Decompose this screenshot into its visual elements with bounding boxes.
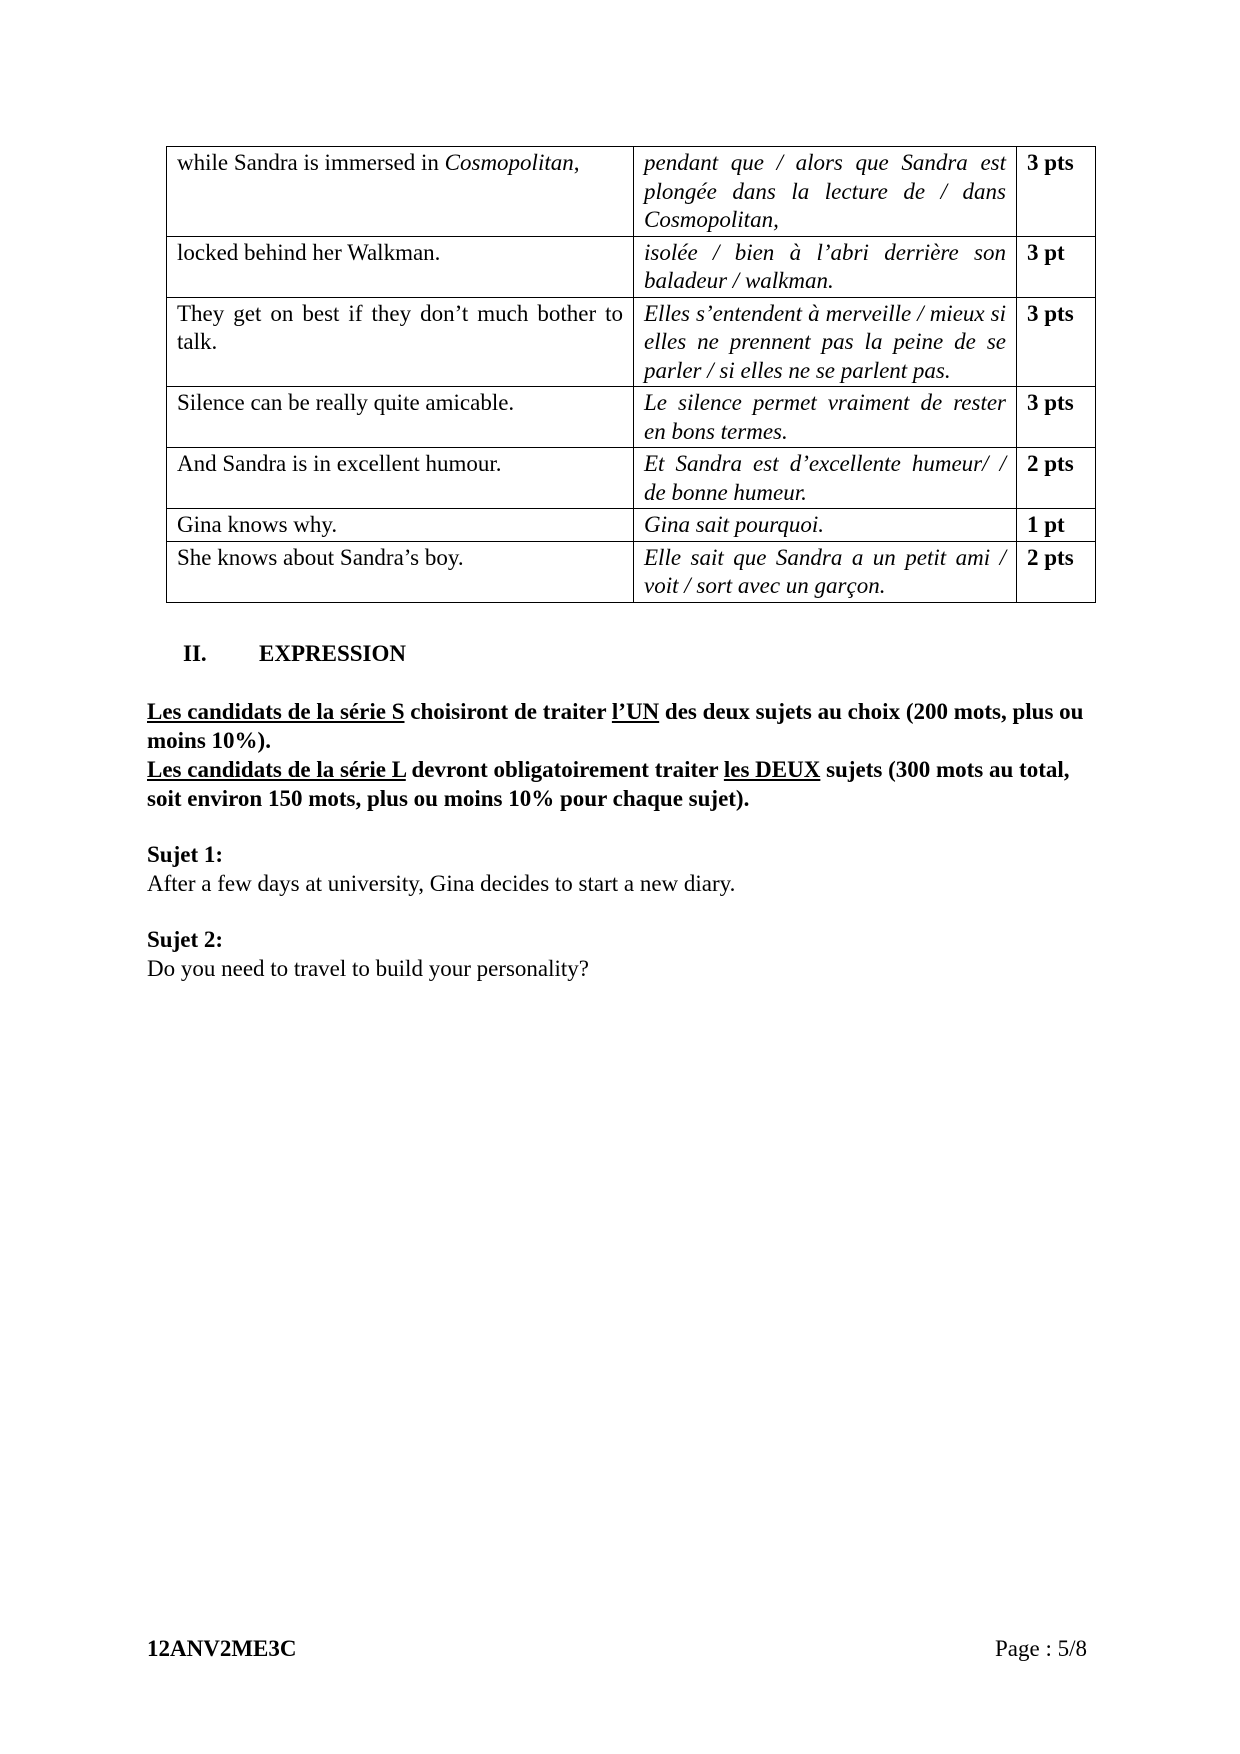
page-number: Page : 5/8	[995, 1636, 1087, 1661]
section-number: II.	[183, 641, 207, 666]
french-cell: Et Sandra est d’excellente humeur/ / de bonne humeur.	[634, 448, 1017, 509]
sujet-title: Sujet 1:	[147, 842, 224, 867]
table-row	[167, 297, 1096, 387]
sujet-title: Sujet 2:	[147, 927, 224, 952]
english-cell: They get on best if they don’t much bother to talk.	[167, 297, 634, 387]
points-cell: 2 pts	[1017, 541, 1096, 602]
points-cell: 3 pts	[1017, 147, 1096, 237]
page-footer	[147, 1635, 1087, 1663]
table-row	[167, 147, 1096, 237]
french-cell: Elles s’entendent à merveille / mieux si elles ne prennent pas la peine de se parler / si elles ne se parlent pas.	[634, 297, 1017, 387]
french-cell: Elle sait que Sandra a un petit ami / voit / sort avec un garçon.	[634, 541, 1017, 602]
english-cell: locked behind her Walkman.	[167, 236, 634, 297]
sujet-text: After a few days at university, Gina decides to start a new diary.	[147, 871, 736, 896]
instruction-serie-s: Les candidats de la série S choisiront de traiter l’UN des deux sujets au choix (200 mots, plus ou moins 10%).	[147, 699, 1084, 753]
instruction-serie-l: Les candidats de la série L devront obligatoirement traiter les DEUX sujets (300 mots au total, soit environ 150 mots, plus ou moins 10% pour chaque sujet).	[147, 757, 1070, 811]
french-cell: isolée / bien à l’abri derrière son baladeur / walkman.	[634, 236, 1017, 297]
sujet-text: Do you need to travel to build your personality?	[147, 956, 590, 981]
english-cell: And Sandra is in excellent humour.	[167, 448, 634, 509]
french-cell: Gina sait pourquoi.	[634, 509, 1017, 542]
sujet-1	[147, 840, 1087, 898]
table-row	[167, 387, 1096, 448]
translation-grading-table	[166, 146, 1096, 603]
french-cell: pendant que / alors que Sandra est plongée dans la lecture de / dans Cosmopolitan,	[634, 147, 1017, 237]
points-cell: 2 pts	[1017, 448, 1096, 509]
points-cell: 1 pt	[1017, 509, 1096, 542]
sujet-2	[147, 925, 1087, 983]
table-row	[167, 448, 1096, 509]
table-row	[167, 541, 1096, 602]
instructions	[147, 697, 1087, 813]
section-heading	[183, 640, 406, 668]
section-title: EXPRESSION	[259, 641, 406, 666]
points-cell: 3 pts	[1017, 297, 1096, 387]
english-cell: Silence can be really quite amicable.	[167, 387, 634, 448]
english-cell: She knows about Sandra’s boy.	[167, 541, 634, 602]
exam-code: 12ANV2ME3C	[147, 1636, 297, 1661]
table-row	[167, 509, 1096, 542]
table-row	[167, 236, 1096, 297]
french-cell: Le silence permet vraiment de rester en bons termes.	[634, 387, 1017, 448]
english-cell: while Sandra is immersed in Cosmopolitan,	[167, 147, 634, 237]
points-cell: 3 pt	[1017, 236, 1096, 297]
points-cell: 3 pts	[1017, 387, 1096, 448]
english-cell: Gina knows why.	[167, 509, 634, 542]
magazine-title: Cosmopolitan	[444, 150, 574, 175]
